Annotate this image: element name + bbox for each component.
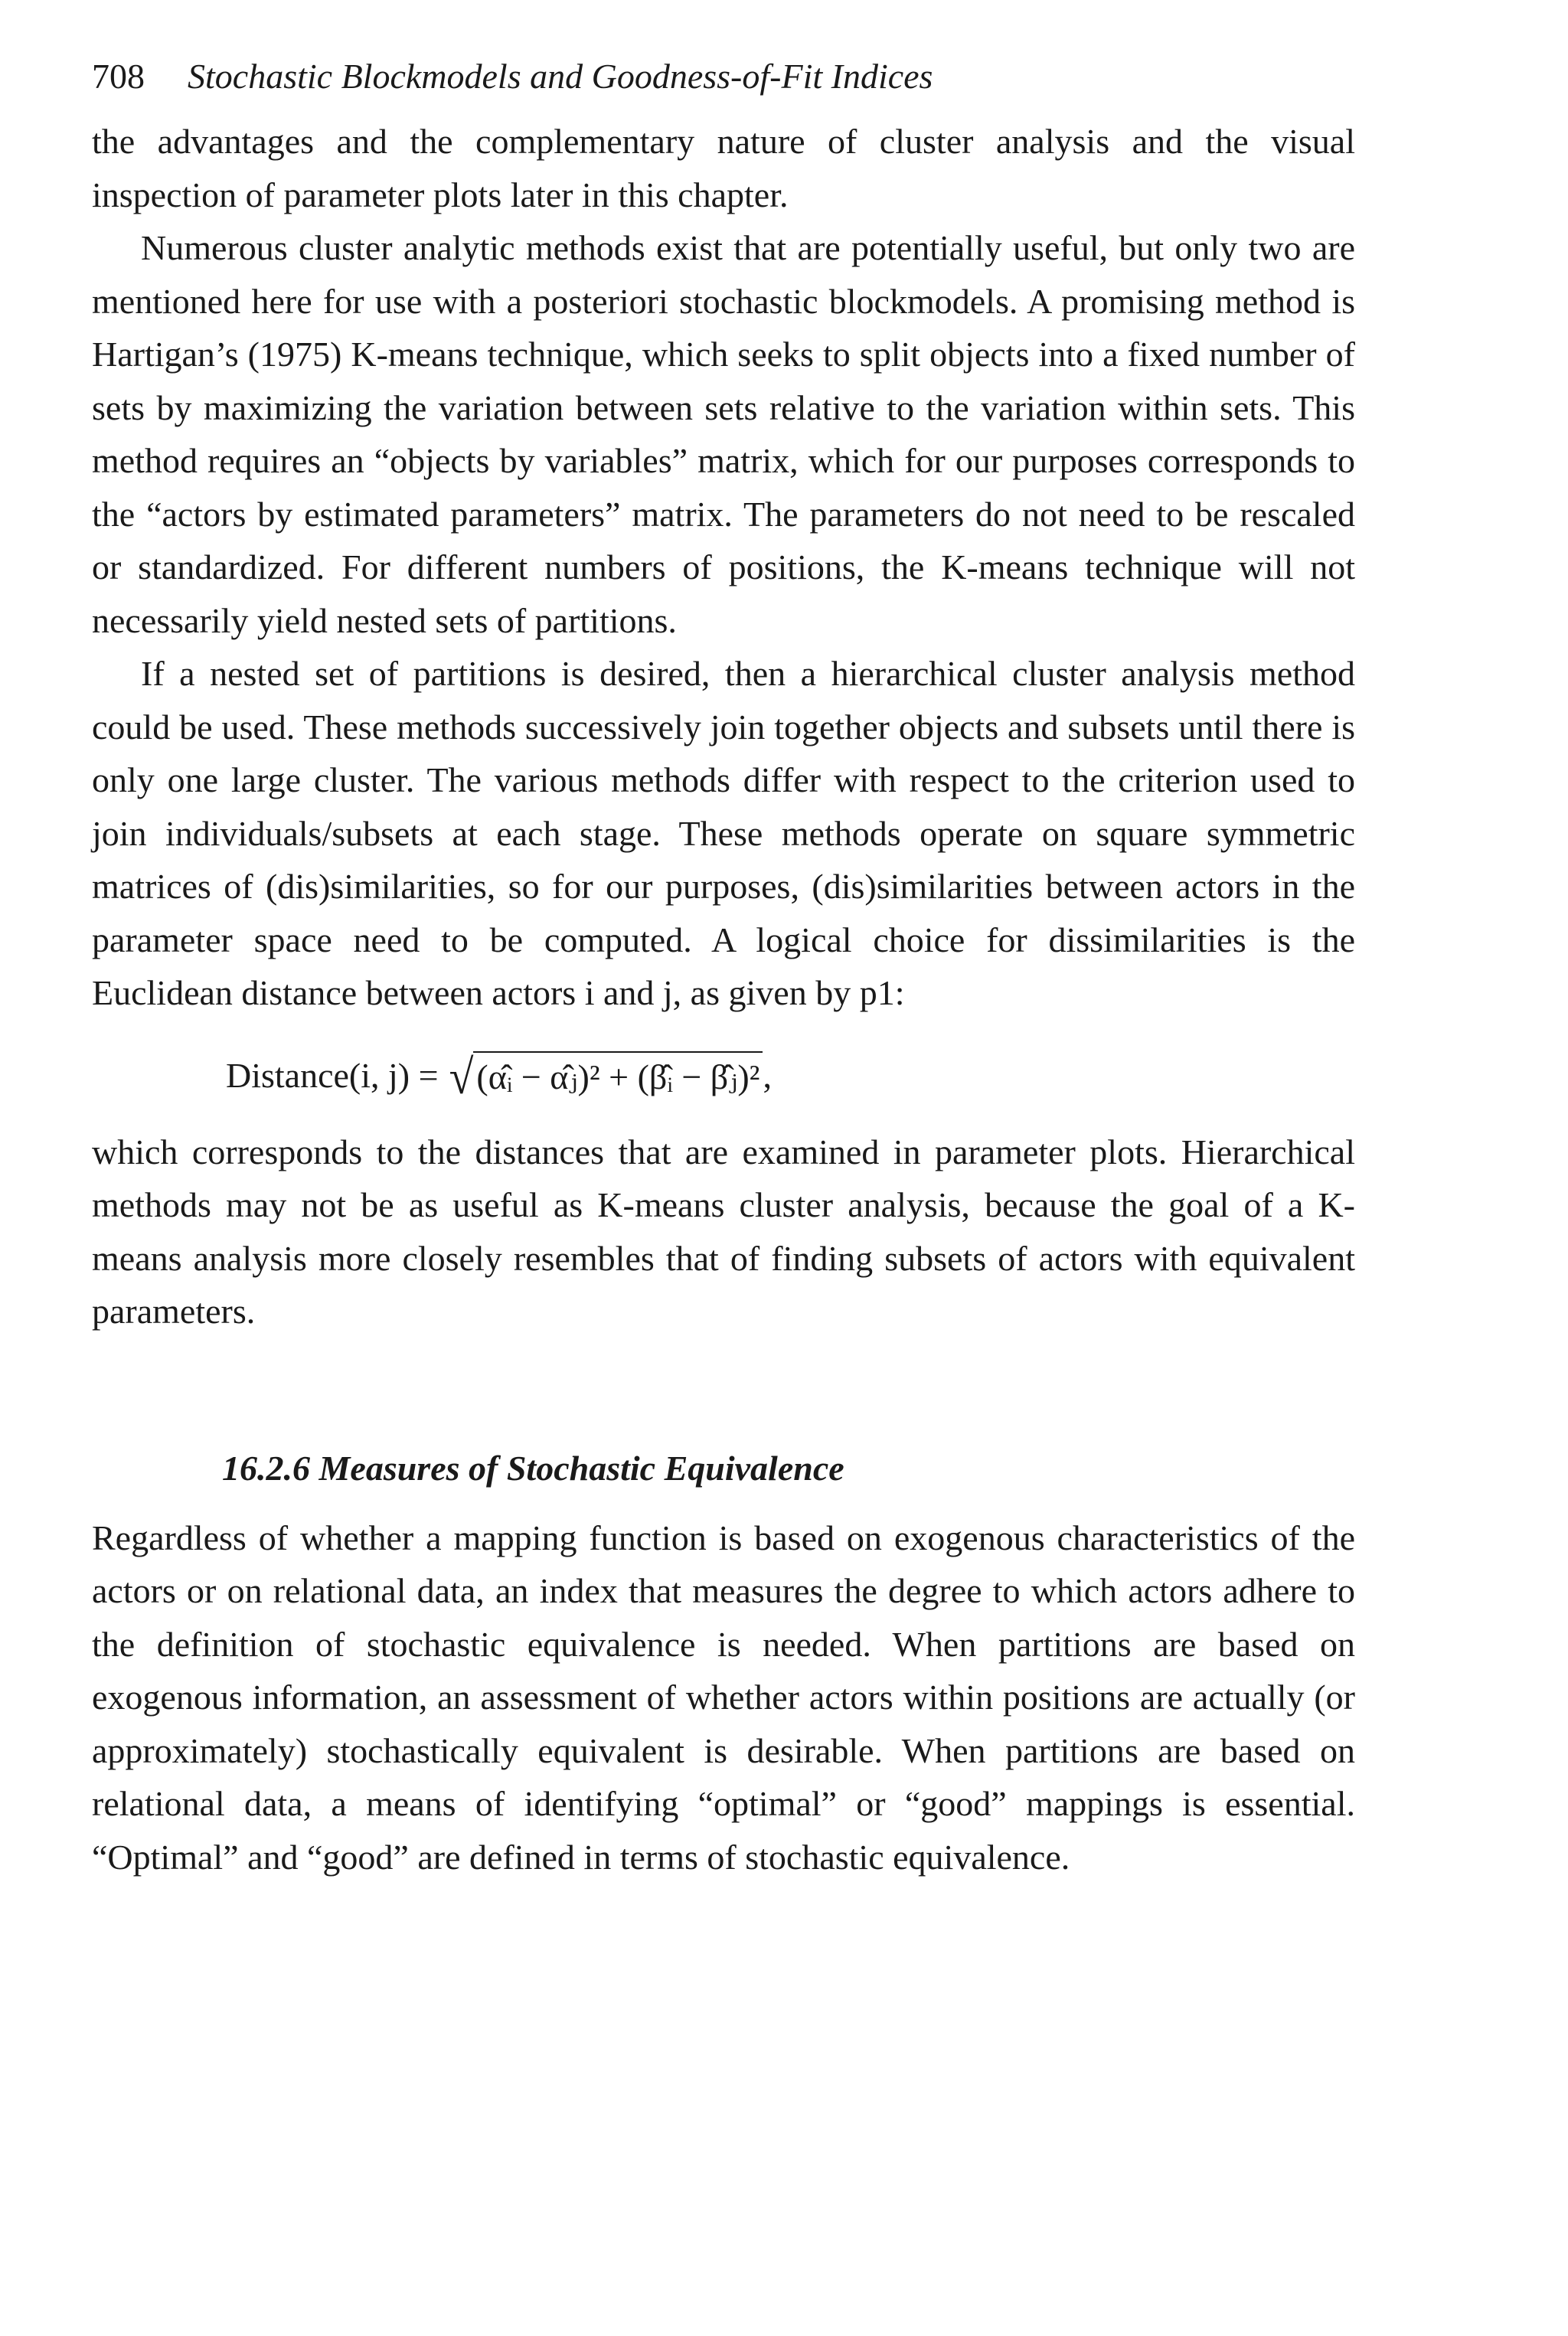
paragraph-hierarchical: If a nested set of partitions is desired, then a hierarchical cluster analysis method could be used. These methods successively join together objects and subsets until there is only one large cluster. The various methods differ with respect to the criterion used to join individuals/subsets at each stage. These methods operate on square symmetric matrices of (dis)similarities, so for our purposes, (dis)similarities between actors in the parameter space need to be computed. A logical choice for dissimilarities is the Euclidean distance between actors i and j, as given by p1: xyxy=(92,654,1355,1012)
square-root xyxy=(449,1049,763,1104)
paragraph-kmeans: Numerous cluster analytic methods exist that are potentially useful, but only two are mentioned here for use with a posteriori stochastic blockmodels. A promising method is Hartigan’s (1975) K-means technique, which seeks to split objects into a fixed number of sets by maximizing the variation between sets relative to the variation within sets. This method requires an “objects by variables” matrix, which for our purposes corresponds to the “actors by estimated parameters” matrix. The parameters do not need to be rescaled or standardized. For different numbers of positions, the K-means technique will not necessarily yield nested sets of partitions. xyxy=(92,228,1355,640)
distance-equation xyxy=(92,1034,1355,1118)
paragraph-continuation: the advantages and the complementary nature of cluster analysis and the visual inspection of parameter plots later in this chapter. xyxy=(92,122,1355,214)
running-title: Stochastic Blockmodels and Goodness-of-Fit Indices xyxy=(188,57,933,96)
paragraph-after-equation: which corresponds to the distances that are examined in parameter plots. Hierarchical methods may not be as useful as K-means cluster analysis, because the goal of a K-means analysis more closely resembles that of finding subsets of actors with equivalent parameters. xyxy=(92,1132,1355,1331)
running-head xyxy=(92,54,1355,100)
section-heading: 16.2.6 Measures of Stochastic Equivalence xyxy=(222,1448,844,1488)
equation-radicand: (α̂ᵢ − α̂ⱼ)² + (β̂ᵢ − β̂ⱼ)² xyxy=(473,1051,763,1100)
equation-lhs: Distance(i, j) = xyxy=(226,1055,439,1095)
equation-trailing: , xyxy=(763,1055,772,1095)
page-number: 708 xyxy=(92,57,145,96)
paragraph-stochastic-equivalence: Regardless of whether a mapping function is based on exogenous characteristics of the actors or on relational data, an index that measures the degree to which actors adhere to the definition of stochastic equivalence is needed. When partitions are based on exogenous information, an assessment of whether actors within positions are actually (or approximately) stochastically equivalent is desirable. When partitions are based on relational data, a means of identifying “optimal” or “good” mappings is essential. “Optimal” and “good” are defined in terms of stochastic equivalence. xyxy=(92,1518,1355,1877)
book-page xyxy=(92,54,1355,1884)
radical-sign: √ xyxy=(449,1049,474,1104)
